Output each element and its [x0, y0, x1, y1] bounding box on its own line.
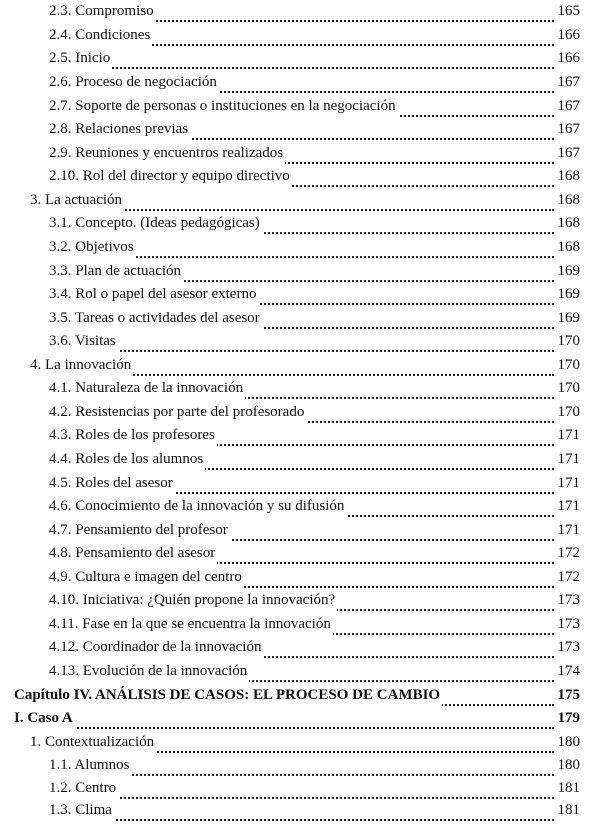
toc-entry [0, 51, 600, 73]
toc-entry-page: 172 [554, 542, 580, 564]
toc-entry-page: 167 [554, 95, 580, 117]
toc-entry-label: 2.9. Reuniones y encuentros realizados [49, 142, 285, 164]
toc-entry-label: 1.1. Alumnos [49, 754, 131, 776]
toc-entry [0, 169, 600, 191]
toc-entry-label: 1.3. Clima [49, 799, 114, 821]
toc-entry-label: 3.4. Rol o papel del asesor externo [49, 283, 258, 305]
toc-entry-page: 167 [554, 118, 580, 140]
toc-section-entry [0, 711, 600, 733]
toc-entry [0, 546, 600, 568]
toc-entry-page: 170 [554, 330, 580, 352]
toc-entry-page: 168 [554, 165, 580, 187]
toc-entry-label: I. Caso A [14, 707, 75, 729]
toc-entry [0, 4, 600, 26]
toc-entry-page: 166 [554, 24, 580, 46]
toc-entry-page: 171 [554, 448, 580, 470]
toc-entry-page: 168 [554, 236, 580, 258]
toc-entry-page: 173 [554, 636, 580, 658]
toc-entry [0, 664, 600, 686]
toc-entry-page: 169 [554, 283, 580, 305]
toc-entry [0, 593, 600, 615]
toc-entry-page: 172 [554, 566, 580, 588]
toc-entry-label: 4.13. Evolución de la innovación [49, 660, 249, 682]
toc-entry-label: 3.1. Concepto. (Ideas pedagógicas) [49, 212, 262, 234]
toc-entry-page: 166 [554, 47, 580, 69]
toc-entry-page: 174 [554, 660, 580, 682]
toc-entry-page: 175 [554, 684, 580, 706]
toc-entry-label: 1. Contextualización [30, 731, 156, 753]
toc-entry-label: 4.12. Coordinador de la innovación [49, 636, 263, 658]
toc-entry-label: 3.2. Objetivos [49, 236, 136, 258]
toc-entry-label: 4.7. Pensamiento del profesor [49, 519, 230, 541]
toc-entry-label: 3.3. Plan de actuación [49, 260, 183, 282]
toc-entry-label: 2.4. Condiciones [49, 24, 152, 46]
toc-entry [0, 122, 600, 144]
dot-leader [14, 727, 554, 729]
toc-entry-page: 168 [554, 212, 580, 234]
toc-entry-label: 3. La actuación [30, 189, 124, 211]
toc-entry [0, 216, 600, 238]
toc-entry-label: 2.6. Proceso de negociación [49, 71, 219, 93]
toc-entry-label: 1.2. Centro [49, 777, 118, 799]
toc-entry-page: 180 [554, 731, 580, 753]
toc-entry-label: 4.3. Roles de los profesores [49, 424, 217, 446]
toc-entry [0, 381, 600, 403]
toc-entry-label: 3.5. Tareas o actividades del asesor [49, 307, 262, 329]
toc-entry-page: 179 [554, 707, 580, 729]
toc-entry-page: 171 [554, 495, 580, 517]
toc-entry-label: 4.1. Naturaleza de la innovación [49, 377, 245, 399]
toc-entry-label: 4.9. Cultura e imagen del centro [49, 566, 244, 588]
toc-entry [0, 499, 600, 521]
toc-entry-label: 2.8. Relaciones previas [49, 118, 190, 140]
dot-leader [49, 67, 554, 69]
toc-entry-label: 2.7. Soporte de personas o instituciones en la negociación [49, 95, 398, 117]
toc-entry-label: 4.4. Roles de los alumnos [49, 448, 205, 470]
toc-entry-page: 170 [554, 377, 580, 399]
toc-entry-label: 2.3. Compromiso [49, 0, 156, 22]
toc-entry-page: 171 [554, 472, 580, 494]
toc-entry-label: 4.5. Roles del asesor [49, 472, 175, 494]
toc-entry-page: 180 [554, 754, 580, 776]
toc-entry-page: 167 [554, 71, 580, 93]
toc-chapter-entry [0, 688, 600, 710]
toc-entry [0, 428, 600, 450]
toc-entry-label: 2.10. Rol del director y equipo directivo [49, 165, 292, 187]
toc-entry-page: 181 [554, 799, 580, 821]
toc-entry [0, 334, 600, 356]
toc-entry-page: 173 [554, 589, 580, 611]
toc-entry [0, 75, 600, 97]
toc-entry-page: 173 [554, 613, 580, 635]
toc-entry-page: 168 [554, 189, 580, 211]
toc-entry-page: 171 [554, 424, 580, 446]
toc-entry-page: 169 [554, 307, 580, 329]
toc-entry [0, 640, 600, 662]
toc-entry-page: 167 [554, 142, 580, 164]
toc-entry-label: 4. La innovación [30, 354, 133, 376]
toc-entry-page: 165 [554, 0, 580, 22]
toc-entry-label: 3.6. Visitas [49, 330, 118, 352]
toc-entry-page: 170 [554, 354, 580, 376]
toc-entry-page: 171 [554, 519, 580, 541]
toc-entry [0, 452, 600, 474]
toc-entry-page: 170 [554, 401, 580, 423]
toc-entry-label: Capítulo IV. ANÁLISIS DE CASOS: EL PROCESO DE CAMBIO [14, 684, 442, 706]
toc-entry [0, 803, 600, 825]
dot-leader [49, 797, 554, 799]
toc-entry-label: 4.11. Fase en la que se encuentra la innovación [49, 613, 333, 635]
toc-entry-label: 4.8. Pensamiento del asesor [49, 542, 217, 564]
dot-leader [49, 819, 554, 821]
toc-entry-label: 4.2. Resistencias por parte del profesorado [49, 401, 306, 423]
toc-entry-label: 4.10. Iniciativa: ¿Quién propone la innovación? [49, 589, 337, 611]
toc-entry-page: 169 [554, 260, 580, 282]
toc-entry-label: 2.5. Inicio [49, 47, 112, 69]
dot-leader [49, 350, 554, 352]
toc-entry-page: 181 [554, 777, 580, 799]
toc-entry [0, 240, 600, 262]
toc-entry [0, 287, 600, 309]
toc-entry-label: 4.6. Conocimiento de la innovación y su difusión [49, 495, 346, 517]
